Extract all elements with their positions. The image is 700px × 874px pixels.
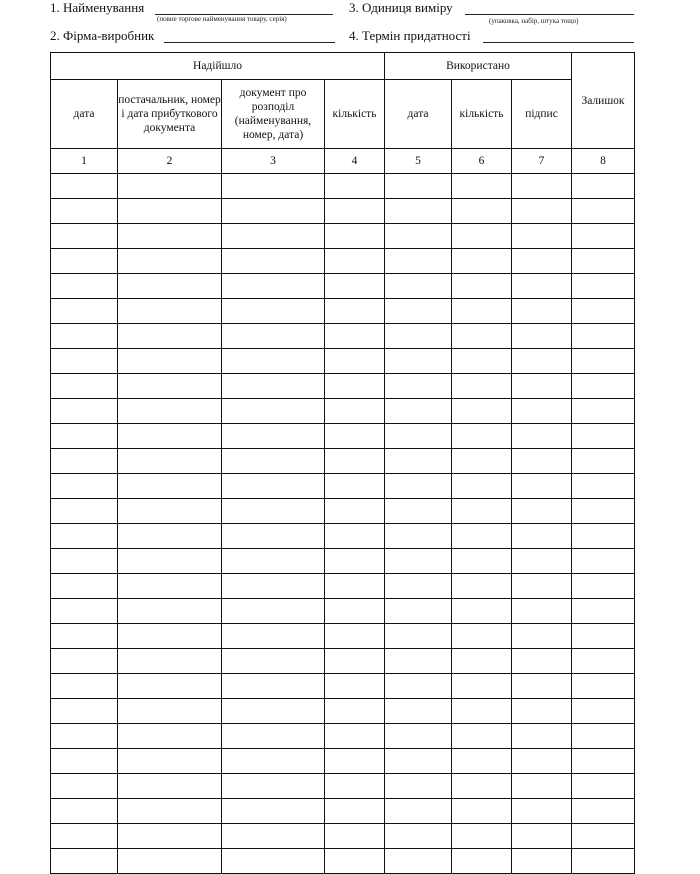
table-cell[interactable]	[512, 174, 572, 199]
table-row	[51, 374, 635, 399]
table-cell[interactable]	[118, 849, 222, 874]
table-cell[interactable]	[325, 524, 385, 549]
table-cell[interactable]	[51, 324, 118, 349]
table-cell[interactable]	[512, 349, 572, 374]
table-cell[interactable]	[452, 574, 512, 599]
table-cell[interactable]	[222, 699, 325, 724]
table-cell[interactable]	[118, 624, 222, 649]
table-cell[interactable]	[325, 249, 385, 274]
table-cell[interactable]	[385, 849, 452, 874]
table-cell[interactable]	[222, 424, 325, 449]
table-cell[interactable]	[512, 749, 572, 774]
table-cell[interactable]	[222, 524, 325, 549]
table-cell[interactable]	[572, 774, 635, 799]
table-cell[interactable]	[325, 299, 385, 324]
table-row	[51, 449, 635, 474]
table-cell[interactable]	[118, 824, 222, 849]
table-cell[interactable]	[452, 199, 512, 224]
table-cell[interactable]	[325, 224, 385, 249]
table-cell[interactable]	[118, 349, 222, 374]
table-row	[51, 274, 635, 299]
table-cell[interactable]	[222, 349, 325, 374]
table-cell[interactable]	[385, 524, 452, 549]
table-cell[interactable]	[51, 174, 118, 199]
table-cell[interactable]	[512, 674, 572, 699]
table-cell[interactable]	[51, 299, 118, 324]
table-row	[51, 499, 635, 524]
table-cell[interactable]	[452, 524, 512, 549]
table-cell[interactable]	[572, 249, 635, 274]
table-cell[interactable]	[51, 674, 118, 699]
table-cell[interactable]	[512, 524, 572, 549]
table-cell[interactable]	[385, 699, 452, 724]
table-cell[interactable]	[222, 199, 325, 224]
table-cell[interactable]	[51, 774, 118, 799]
table-cell[interactable]	[222, 274, 325, 299]
table-cell[interactable]	[512, 799, 572, 824]
table-cell[interactable]	[325, 499, 385, 524]
column-number: 6	[452, 149, 512, 174]
table-cell[interactable]	[452, 424, 512, 449]
table-cell[interactable]	[385, 349, 452, 374]
table-cell[interactable]	[118, 474, 222, 499]
table-cell[interactable]	[118, 674, 222, 699]
table-cell[interactable]	[452, 774, 512, 799]
col-used-quantity-header: кількість	[452, 80, 512, 149]
table-cell[interactable]	[512, 699, 572, 724]
table-cell[interactable]	[51, 424, 118, 449]
field-manufacturer-label: 2. Фірма-виробник	[50, 28, 155, 43]
table-cell[interactable]	[222, 474, 325, 499]
table-cell[interactable]	[385, 274, 452, 299]
table-cell[interactable]	[51, 524, 118, 549]
table-cell[interactable]	[118, 324, 222, 349]
table-cell[interactable]	[572, 349, 635, 374]
table-cell[interactable]	[572, 724, 635, 749]
table-cell[interactable]	[572, 849, 635, 874]
table-cell[interactable]	[512, 849, 572, 874]
table-cell[interactable]	[118, 574, 222, 599]
field-name-input-line[interactable]	[155, 1, 333, 15]
table-cell[interactable]	[51, 824, 118, 849]
table-cell[interactable]	[572, 449, 635, 474]
table-cell[interactable]	[325, 699, 385, 724]
table-cell[interactable]	[572, 224, 635, 249]
table-cell[interactable]	[325, 474, 385, 499]
table-cell[interactable]	[572, 749, 635, 774]
table-cell[interactable]	[452, 824, 512, 849]
table-cell[interactable]	[51, 549, 118, 574]
table-cell[interactable]	[325, 349, 385, 374]
table-cell[interactable]	[325, 374, 385, 399]
table-cell[interactable]	[572, 474, 635, 499]
table-cell[interactable]	[325, 424, 385, 449]
group-used-header: Використано	[385, 53, 572, 80]
field-name-label: 1. Найменування	[50, 0, 145, 15]
col-received-quantity-header: кількість	[325, 80, 385, 149]
table-cell[interactable]	[572, 524, 635, 549]
table-cell[interactable]	[512, 224, 572, 249]
table-row	[51, 199, 635, 224]
table-cell[interactable]	[572, 424, 635, 449]
table-cell[interactable]	[385, 474, 452, 499]
table-cell[interactable]	[452, 249, 512, 274]
table-cell[interactable]	[222, 374, 325, 399]
table-cell[interactable]	[385, 824, 452, 849]
table-cell[interactable]	[118, 724, 222, 749]
table-cell[interactable]	[222, 649, 325, 674]
table-cell[interactable]	[325, 274, 385, 299]
table-cell[interactable]	[325, 624, 385, 649]
table-row	[51, 574, 635, 599]
table-cell[interactable]	[452, 549, 512, 574]
table-cell[interactable]	[385, 249, 452, 274]
table-cell[interactable]	[222, 499, 325, 524]
field-manufacturer-input-line[interactable]	[164, 29, 335, 43]
table-cell[interactable]	[325, 174, 385, 199]
table-cell[interactable]	[118, 399, 222, 424]
column-number: 3	[222, 149, 325, 174]
table-row	[51, 324, 635, 349]
table-cell[interactable]	[452, 749, 512, 774]
table-cell[interactable]	[385, 424, 452, 449]
col-supplier-doc-header: постачальник, номер і дата прибуткового документа	[118, 80, 222, 149]
table-cell[interactable]	[512, 774, 572, 799]
table-cell[interactable]	[572, 174, 635, 199]
table-row	[51, 599, 635, 624]
table-cell[interactable]	[118, 699, 222, 724]
table-cell[interactable]	[325, 449, 385, 474]
table-cell[interactable]	[512, 299, 572, 324]
table-cell[interactable]	[51, 274, 118, 299]
column-number-row	[51, 149, 635, 174]
balance-header: Залишок	[572, 53, 635, 149]
table-cell[interactable]	[452, 499, 512, 524]
table-cell[interactable]	[118, 174, 222, 199]
table-row	[51, 724, 635, 749]
table-cell[interactable]	[51, 374, 118, 399]
table-cell[interactable]	[385, 299, 452, 324]
table-cell[interactable]	[385, 449, 452, 474]
table-cell[interactable]	[222, 824, 325, 849]
table-cell[interactable]	[512, 199, 572, 224]
table-cell[interactable]	[325, 824, 385, 849]
table-cell[interactable]	[572, 499, 635, 524]
table-cell[interactable]	[572, 574, 635, 599]
table-group-header-row	[51, 53, 635, 80]
table-cell[interactable]	[512, 399, 572, 424]
table-cell[interactable]	[222, 449, 325, 474]
column-number: 2	[118, 149, 222, 174]
table-cell[interactable]	[325, 674, 385, 699]
table-cell[interactable]	[512, 724, 572, 749]
table-cell[interactable]	[118, 649, 222, 674]
field-expiry-input-line[interactable]	[483, 29, 634, 43]
group-received-header: Надійшло	[51, 53, 385, 80]
table-cell[interactable]	[222, 399, 325, 424]
table-cell[interactable]	[222, 224, 325, 249]
table-cell[interactable]	[385, 224, 452, 249]
table-cell[interactable]	[118, 599, 222, 624]
field-unit-input-line[interactable]	[465, 1, 634, 15]
table-cell[interactable]	[325, 749, 385, 774]
table-cell[interactable]	[325, 849, 385, 874]
table-cell[interactable]	[118, 199, 222, 224]
table-cell[interactable]	[385, 374, 452, 399]
table-cell[interactable]	[51, 349, 118, 374]
table-cell[interactable]	[51, 624, 118, 649]
table-cell[interactable]	[222, 574, 325, 599]
table-cell[interactable]	[452, 474, 512, 499]
table-cell[interactable]	[222, 549, 325, 574]
table-cell[interactable]	[572, 799, 635, 824]
table-cell[interactable]	[572, 699, 635, 724]
table-cell[interactable]	[452, 224, 512, 249]
table-cell[interactable]	[51, 599, 118, 624]
table-row	[51, 299, 635, 324]
table-row	[51, 774, 635, 799]
table-cell[interactable]	[452, 674, 512, 699]
table-cell[interactable]	[118, 524, 222, 549]
table-cell[interactable]	[51, 249, 118, 274]
table-cell[interactable]	[222, 324, 325, 349]
table-cell[interactable]	[452, 649, 512, 674]
column-number: 4	[325, 149, 385, 174]
table-cell[interactable]	[512, 449, 572, 474]
table-row	[51, 399, 635, 424]
table-cell[interactable]	[385, 799, 452, 824]
column-number: 5	[385, 149, 452, 174]
table-cell[interactable]	[512, 649, 572, 674]
table-cell[interactable]	[325, 799, 385, 824]
table-cell[interactable]	[572, 399, 635, 424]
table-cell[interactable]	[512, 574, 572, 599]
table-cell[interactable]	[51, 799, 118, 824]
table-row	[51, 474, 635, 499]
table-row	[51, 524, 635, 549]
table-cell[interactable]	[385, 724, 452, 749]
table-cell[interactable]	[118, 799, 222, 824]
table-column-header-row	[51, 80, 635, 149]
table-cell[interactable]	[512, 499, 572, 524]
table-cell[interactable]	[222, 624, 325, 649]
table-cell[interactable]	[325, 399, 385, 424]
table-cell[interactable]	[452, 724, 512, 749]
table-cell[interactable]	[512, 324, 572, 349]
table-cell[interactable]	[452, 849, 512, 874]
table-cell[interactable]	[572, 549, 635, 574]
table-cell[interactable]	[385, 599, 452, 624]
table-cell[interactable]	[572, 824, 635, 849]
table-cell[interactable]	[222, 724, 325, 749]
table-cell[interactable]	[452, 274, 512, 299]
table-cell[interactable]	[385, 774, 452, 799]
table-row	[51, 224, 635, 249]
table-cell[interactable]	[325, 599, 385, 624]
table-cell[interactable]	[325, 774, 385, 799]
table-cell[interactable]	[51, 449, 118, 474]
col-signature-header: підпис	[512, 80, 572, 149]
table-cell[interactable]	[118, 449, 222, 474]
table-cell[interactable]	[452, 374, 512, 399]
table-cell[interactable]	[222, 674, 325, 699]
table-cell[interactable]	[222, 299, 325, 324]
col-received-date-header: дата	[51, 80, 118, 149]
table-cell[interactable]	[118, 299, 222, 324]
table-cell[interactable]	[385, 574, 452, 599]
table-cell[interactable]	[572, 299, 635, 324]
field-expiry-label: 4. Термін придатності	[349, 28, 471, 43]
table-cell[interactable]	[118, 424, 222, 449]
table-cell[interactable]	[385, 174, 452, 199]
table-cell[interactable]	[118, 249, 222, 274]
table-cell[interactable]	[222, 774, 325, 799]
table-cell[interactable]	[325, 574, 385, 599]
table-cell[interactable]	[222, 249, 325, 274]
table-cell[interactable]	[572, 199, 635, 224]
table-cell[interactable]	[51, 574, 118, 599]
table-cell[interactable]	[572, 674, 635, 699]
table-cell[interactable]	[385, 674, 452, 699]
table-cell[interactable]	[325, 649, 385, 674]
table-cell[interactable]	[385, 199, 452, 224]
table-cell[interactable]	[51, 749, 118, 774]
ledger-table	[50, 52, 635, 874]
table-cell[interactable]	[118, 224, 222, 249]
table-cell[interactable]	[325, 199, 385, 224]
table-cell[interactable]	[452, 699, 512, 724]
table-cell[interactable]	[512, 824, 572, 849]
table-cell[interactable]	[222, 749, 325, 774]
table-row	[51, 824, 635, 849]
table-cell[interactable]	[222, 849, 325, 874]
table-cell[interactable]	[452, 349, 512, 374]
table-cell[interactable]	[118, 274, 222, 299]
table-row	[51, 349, 635, 374]
table-cell[interactable]	[452, 799, 512, 824]
table-cell[interactable]	[452, 624, 512, 649]
table-cell[interactable]	[512, 374, 572, 399]
table-cell[interactable]	[51, 649, 118, 674]
table-cell[interactable]	[452, 174, 512, 199]
table-row	[51, 849, 635, 874]
table-cell[interactable]	[385, 624, 452, 649]
table-cell[interactable]	[222, 799, 325, 824]
table-cell[interactable]	[118, 749, 222, 774]
table-cell[interactable]	[452, 399, 512, 424]
table-row	[51, 699, 635, 724]
table-row	[51, 799, 635, 824]
table-cell[interactable]	[385, 324, 452, 349]
table-cell[interactable]	[512, 624, 572, 649]
table-row	[51, 549, 635, 574]
field-unit-hint: (упаковка, набір, штука тощо)	[489, 17, 579, 25]
table-cell[interactable]	[385, 399, 452, 424]
table-cell[interactable]	[512, 549, 572, 574]
table-cell[interactable]	[118, 374, 222, 399]
column-number: 7	[512, 149, 572, 174]
table-row	[51, 174, 635, 199]
column-number: 1	[51, 149, 118, 174]
table-cell[interactable]	[452, 299, 512, 324]
table-row	[51, 624, 635, 649]
field-name-hint: (повне торгове найменування товару, серія)	[157, 15, 287, 23]
table-cell[interactable]	[512, 249, 572, 274]
table-cell[interactable]	[385, 749, 452, 774]
table-cell[interactable]	[452, 449, 512, 474]
table-row	[51, 424, 635, 449]
table-cell[interactable]	[51, 224, 118, 249]
table-cell[interactable]	[452, 324, 512, 349]
table-cell[interactable]	[572, 324, 635, 349]
table-cell[interactable]	[51, 849, 118, 874]
table-cell[interactable]	[385, 549, 452, 574]
table-cell[interactable]	[51, 399, 118, 424]
table-cell[interactable]	[118, 774, 222, 799]
table-cell[interactable]	[51, 199, 118, 224]
table-cell[interactable]	[325, 549, 385, 574]
table-cell[interactable]	[572, 649, 635, 674]
table-cell[interactable]	[512, 424, 572, 449]
table-cell[interactable]	[222, 174, 325, 199]
table-cell[interactable]	[512, 599, 572, 624]
table-cell[interactable]	[118, 549, 222, 574]
table-cell[interactable]	[222, 599, 325, 624]
table-cell[interactable]	[51, 474, 118, 499]
table-cell[interactable]	[572, 374, 635, 399]
table-row	[51, 649, 635, 674]
table-row	[51, 749, 635, 774]
table-cell[interactable]	[385, 499, 452, 524]
table-cell[interactable]	[572, 274, 635, 299]
table-row	[51, 249, 635, 274]
column-number: 8	[572, 149, 635, 174]
field-unit-label: 3. Одиниця виміру	[349, 0, 453, 15]
table-cell[interactable]	[512, 274, 572, 299]
table-cell[interactable]	[51, 724, 118, 749]
table-cell[interactable]	[118, 499, 222, 524]
table-cell[interactable]	[512, 474, 572, 499]
table-cell[interactable]	[572, 624, 635, 649]
col-used-date-header: дата	[385, 80, 452, 149]
table-row	[51, 674, 635, 699]
table-cell[interactable]	[385, 649, 452, 674]
table-cell[interactable]	[452, 599, 512, 624]
col-distribution-doc-header: документ про розподіл (найменування, номер, дата)	[222, 80, 325, 149]
table-cell[interactable]	[325, 724, 385, 749]
table-cell[interactable]	[51, 499, 118, 524]
table-cell[interactable]	[51, 699, 118, 724]
table-cell[interactable]	[325, 324, 385, 349]
table-cell[interactable]	[572, 599, 635, 624]
